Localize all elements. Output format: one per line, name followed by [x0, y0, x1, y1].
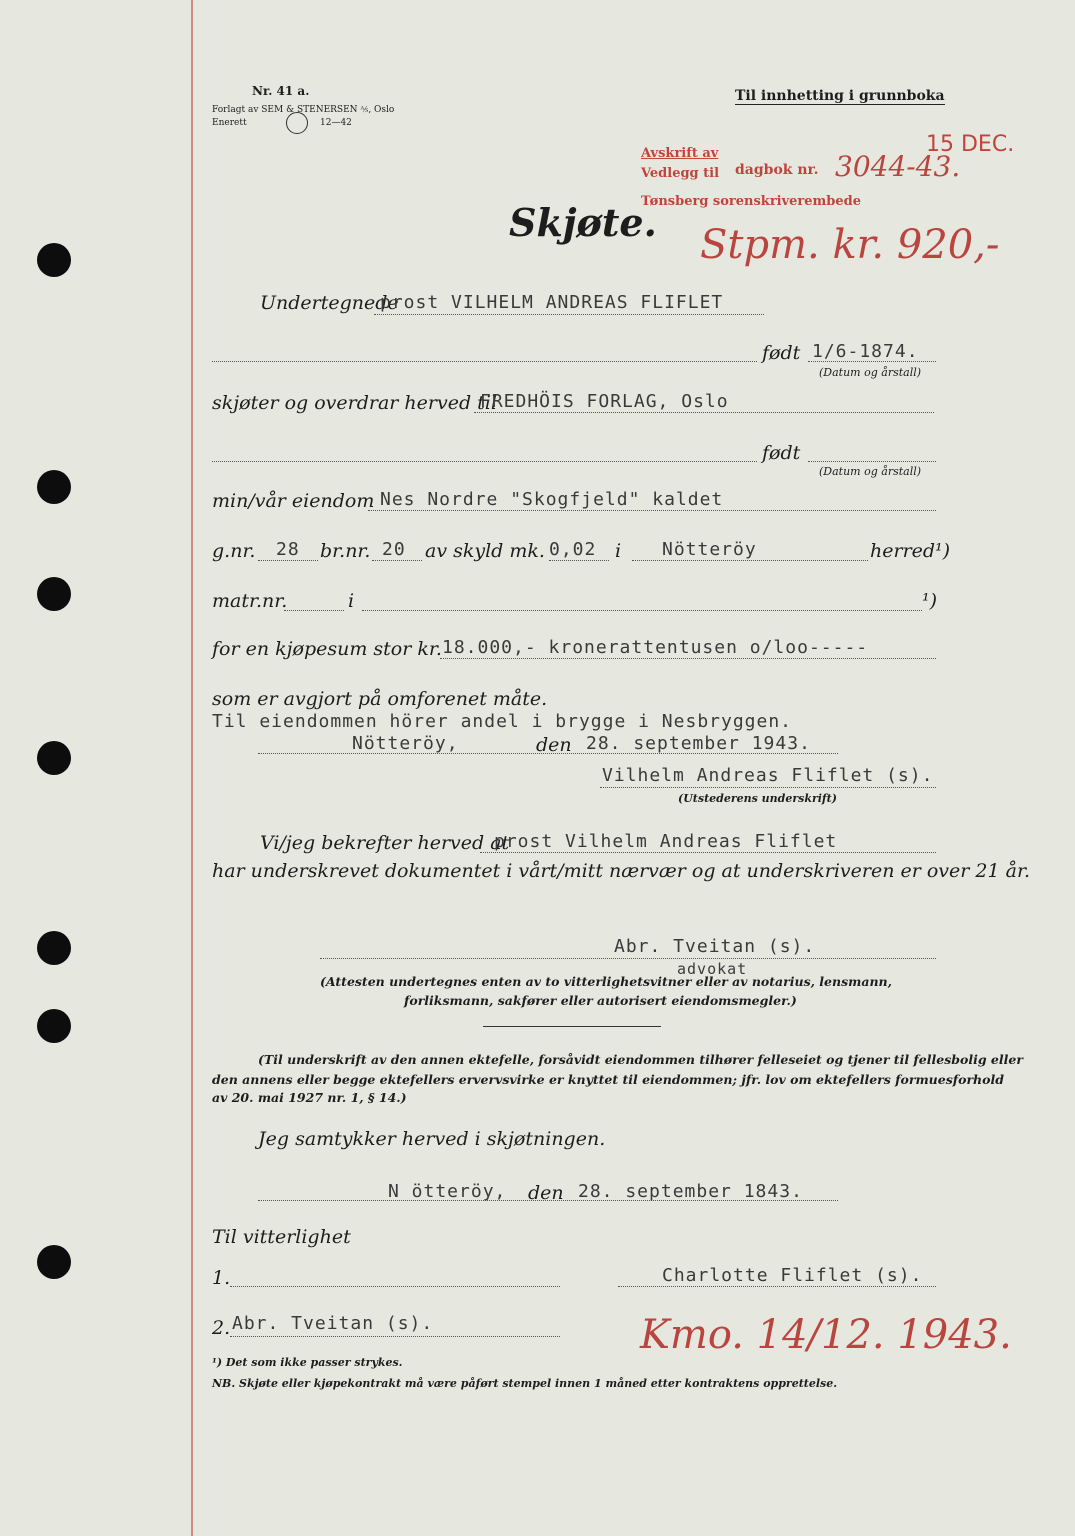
buyer-born-label: født [762, 442, 801, 464]
price-label: for en kjøpesum stor kr. [212, 638, 442, 660]
buyer-date-hint: (Datum og årstall) [819, 465, 922, 478]
buyer-label: skjøter og overdrar herved til [212, 392, 497, 414]
seller-label: Undertegnede [260, 292, 399, 314]
price-value: 18.000,- kronerattentusen o/loo----- [442, 637, 869, 658]
skyld-i-label: i [615, 540, 622, 562]
attest-title: advokat [677, 960, 748, 978]
stamp-date: 15 DEC. [926, 132, 1015, 157]
attest-note-2: forliksmann, sakfører eller autorisert eiendomsmegler.) [404, 993, 797, 1008]
registration-note: Kmo. 14/12. 1943. [640, 1312, 1012, 1358]
publisher-logo [286, 112, 308, 134]
spouse-note-1: (Til underskrift av den annen ektefelle, forsåvidt eiendommen tilhører felleseiet og tjener til fellesbolig eller [258, 1052, 1023, 1067]
buyer-name: FREDHÖIS FORLAG, Oslo [480, 391, 729, 412]
matr-sup: ¹) [922, 590, 938, 612]
footnote-1: ¹) Det som ikke passer strykes. [212, 1356, 403, 1369]
punch-hole [37, 470, 71, 504]
form-date: 12—42 [320, 118, 352, 128]
seller-born-date: 1/6-1874. [812, 341, 919, 362]
property-name: Nes Nordre "Skogfjeld" kaldet [380, 489, 724, 510]
addendum: Til eiendommen hörer andel i brygge i Nesbryggen. [212, 711, 793, 732]
stamp-dagbok-label: dagbok nr. [735, 162, 819, 178]
attest-note-1: (Attesten undertegnes enten av to vitterlighetsvitner eller av notarius, lensmann, [320, 974, 892, 989]
date-2: 28. september 1843. [578, 1181, 803, 1202]
den-label-2: den [528, 1182, 564, 1204]
footnote-2: NB. Skjøte eller kjøpekontrakt må være påført stempel innen 1 måned etter kontraktens opprettelse. [212, 1377, 838, 1390]
den-label-1: den [536, 734, 572, 756]
punch-hole [37, 741, 71, 775]
bnr-value: 20 [382, 539, 406, 560]
consent: Jeg samtykker herved i skjøtningen. [258, 1128, 606, 1150]
grunnbok-note: Til innhetting i grunnboka [735, 88, 945, 104]
punch-hole [37, 577, 71, 611]
margin-line [191, 0, 193, 1536]
punch-hole [37, 1245, 71, 1279]
matr-label: matr.nr. [212, 590, 288, 612]
herred-value: Nötteröy [662, 539, 757, 560]
issuer-label: (Utstederens underskrift) [678, 792, 837, 805]
spouse-note-3: av 20. mai 1927 nr. 1, § 14.) [212, 1090, 407, 1105]
stamp-fee: Stpm. kr. 920,- [700, 222, 1000, 268]
skyld-value: 0,02 [549, 539, 597, 560]
place-1: Nötteröy, [352, 733, 459, 754]
witness-statement-prefix: Vi/jeg bekrefter herved at [260, 832, 510, 854]
seller-name: prost VILHELM ANDREAS FLIFLET [380, 292, 724, 313]
spouse-signature: Charlotte Fliflet (s). [662, 1265, 923, 1286]
publisher-line: Forlagt av SEM & STENERSEN ⅍, Oslo [212, 105, 395, 115]
witness1-number: 1. [212, 1267, 231, 1289]
stamp-dagbok-number: 3044-43. [835, 150, 961, 183]
gnr-label: g.nr. [212, 540, 256, 562]
bnr-label: br.nr. [320, 540, 371, 562]
punch-hole [37, 243, 71, 277]
property-label: min/vår eiendom [212, 490, 375, 512]
vitterlighet-label: Til vitterlighet [212, 1226, 351, 1248]
seller-born-label: født [762, 342, 801, 364]
divider [483, 1026, 661, 1027]
stamp-vedlegg: Vedlegg til [641, 166, 720, 181]
punch-hole [37, 1009, 71, 1043]
herred-label: herred¹) [870, 540, 951, 562]
witness-statement-name: prost Vilhelm Andreas Fliflet [494, 831, 838, 852]
matr-i-label: i [348, 590, 355, 612]
skyld-label: av skyld mk. [425, 540, 545, 562]
form-number: Nr. 41 a. [252, 84, 310, 98]
seller-date-hint: (Datum og årstall) [819, 366, 922, 379]
price-agreed: som er avgjort på omforenet måte. [212, 688, 548, 710]
enerett-label: Enerett [212, 118, 247, 128]
stamp-office: Tønsberg sorenskriverembede [641, 194, 862, 209]
witness-statement-line2: har underskrevet dokumentet i vårt/mitt nærvær og at underskriveren er over 21 år. [212, 860, 1030, 882]
witness2-number: 2. [212, 1317, 231, 1339]
spouse-note-2: den annens eller begge ektefellers ervervsvirke er knyttet til eiendommen; jfr. lov om ektefellers formuesforhold [212, 1072, 1004, 1087]
gnr-value: 28 [276, 539, 300, 560]
issuer-signature: Vilhelm Andreas Fliflet (s). [602, 765, 934, 786]
punch-hole [37, 931, 71, 965]
date-1: 28. september 1943. [586, 733, 811, 754]
document-title: Skjøte. [509, 200, 657, 245]
stamp-avskrift: Avskrift av [641, 146, 719, 161]
witness2-name: Abr. Tveitan (s). [232, 1313, 434, 1334]
place-2: N ötteröy, [388, 1181, 507, 1202]
attest-signature: Abr. Tveitan (s). [614, 936, 816, 957]
